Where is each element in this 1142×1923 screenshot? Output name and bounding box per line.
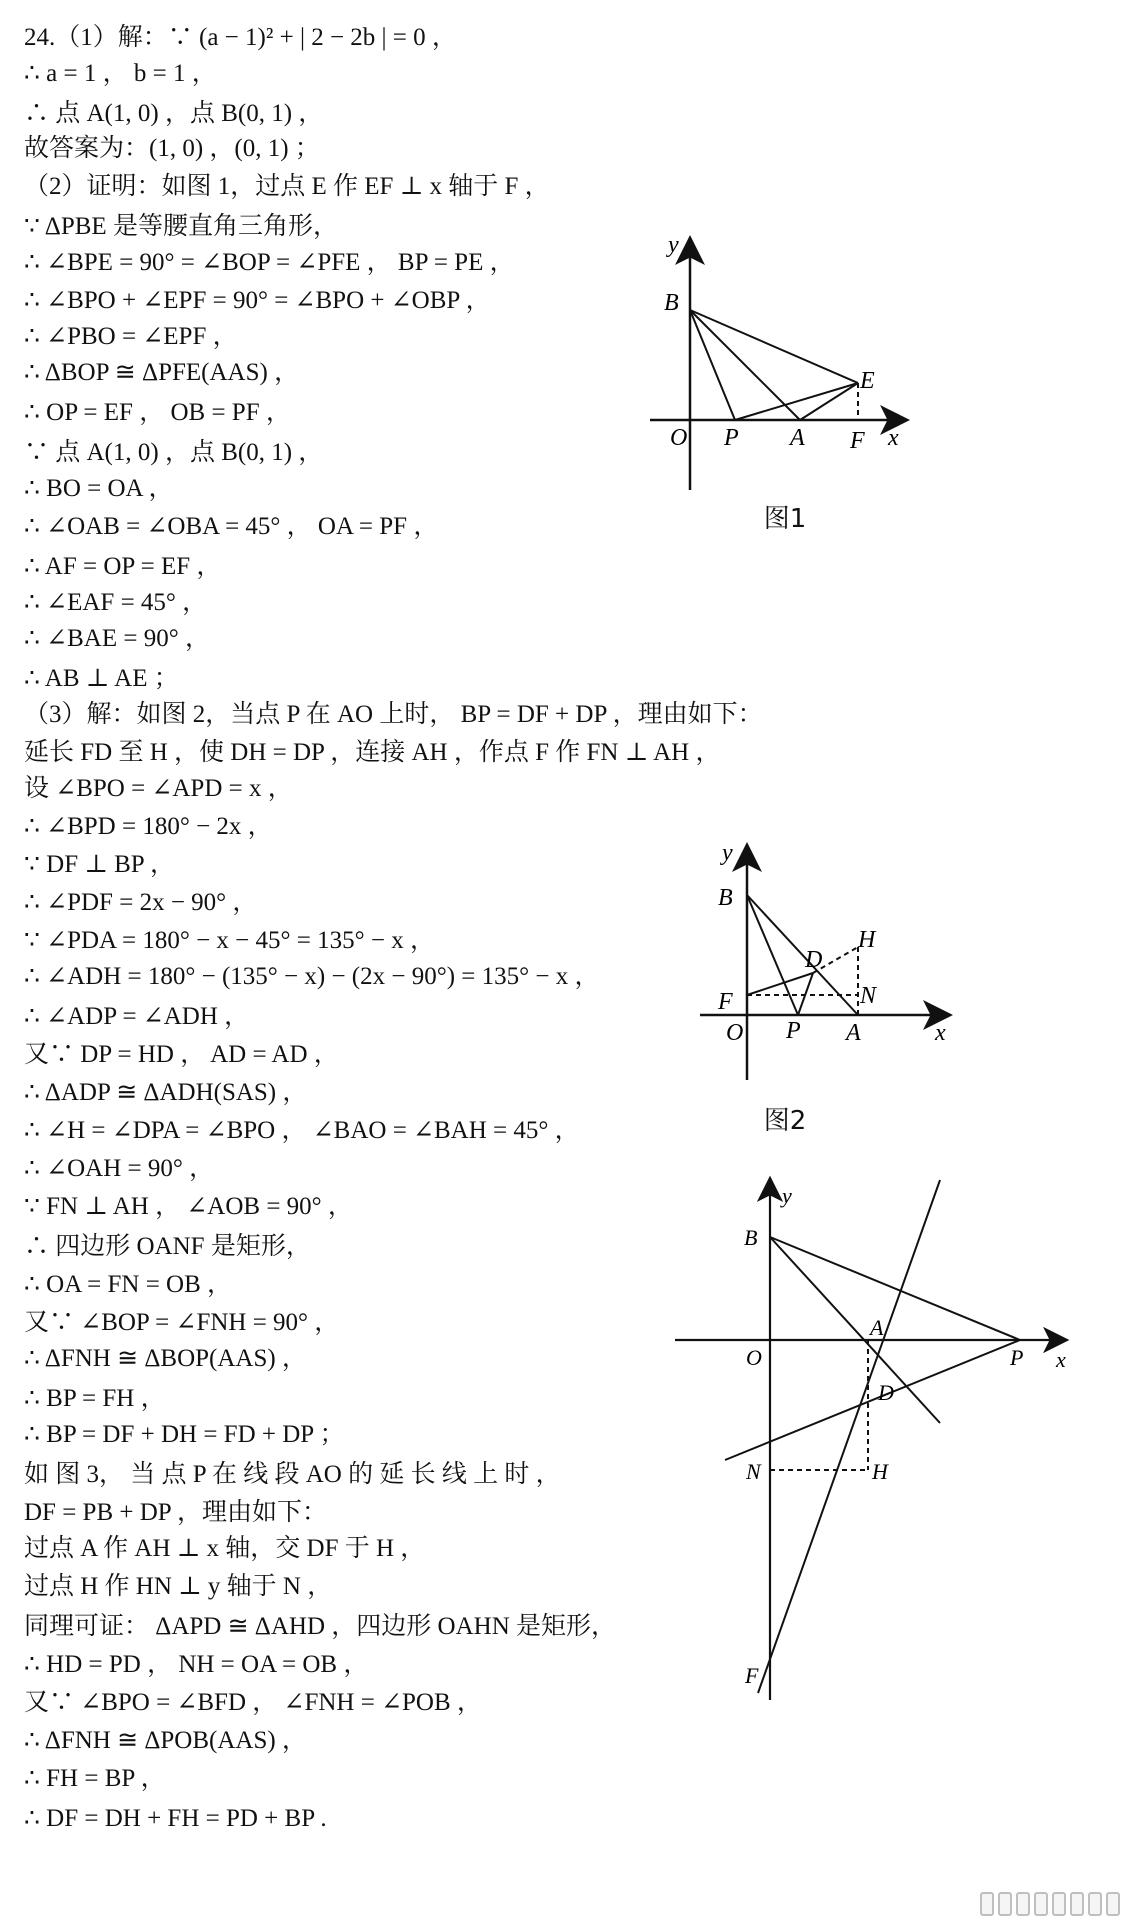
figure-2-caption: 图2 [763,1106,807,1136]
label-o: O [726,1020,744,1046]
label-a: A [846,1020,861,1046]
page-indicator-bar [980,1892,994,1916]
solution-line: （2）证明：如图 1，过点 E 作 EF ⊥ x 轴于 F ， [24,173,550,200]
solution-line: ∵ FN ⊥ AH ， ∠AOB = 90° ， [24,1193,353,1220]
solution-line: ∴ BP = DF + DH = FD + DP ； [24,1421,345,1448]
solution-line: ∵ ΔPBE 是等腰直角三角形， [24,213,338,240]
solution-line: ∴ FH = BP ， [24,1765,166,1792]
label-n: N [746,1459,761,1484]
segment-ae [800,383,858,420]
figure-2 [690,835,960,1085]
solution-line: ∴ ∠H = ∠DPA = ∠BPO ， ∠BAO = ∠BAH = 45° ， [24,1117,580,1144]
solution-line: ∴ ΔBOP ≅ ΔPFE(AAS) ， [24,359,300,386]
page-indicator-bar [1070,1892,1084,1916]
label-f: F [718,989,733,1015]
figure-1-caption: 图1 [763,504,807,534]
solution-line: ∴ a = 1 ， b = 1 ， [24,60,217,87]
segment-fd [747,973,813,995]
solution-line: 设 ∠BPO = ∠APD = x ， [24,775,293,802]
solution-line: ∴ ΔFNH ≅ ΔBOP(AAS) ， [24,1345,307,1372]
label-p: P [786,1018,801,1044]
solution-line: ∵ 点 A(1, 0) ，点 B(0, 1) ， [24,439,324,466]
segment-bp [747,895,798,1015]
label-y: y [722,840,733,866]
solution-line: 同理可证： ΔAPD ≅ ΔAHD ，四边形 OAHN 是矩形， [24,1613,616,1640]
solution-line: ∴ OA = FN = OB ， [24,1271,233,1298]
label-h: H [858,927,876,953]
segment-bp [770,1237,1020,1340]
solution-line: ∴ AB ⊥ AE ； [24,665,179,692]
figure-1-diagram [640,230,920,500]
solution-line: ∴ 点 A(1, 0) ，点 B(0, 1) ， [24,100,324,127]
solution-line: ∴ ∠OAB = ∠OBA = 45° ， OA = PF ， [24,513,439,540]
label-h: H [872,1459,888,1484]
solution-line: ∴ ∠BPE = 90° = ∠BOP = ∠PFE ， BP = PE ， [24,249,515,276]
page-indicator-bar [1016,1892,1030,1916]
solution-line: 如 图 3， 当 点 P 在 线 段 AO 的 延 长 线 上 时 ， [24,1461,561,1488]
page-indicator-bar [1034,1892,1048,1916]
label-p: P [1010,1345,1024,1370]
solution-line: ∴ ∠BAE = 90° ， [24,625,210,652]
label-b: B [744,1225,758,1250]
label-f: F [745,1663,759,1688]
solution-line: ∵ ∠PDA = 180° − x − 45° = 135° − x ， [24,927,435,954]
label-d: D [805,947,823,973]
page-indicator-bar [1052,1892,1066,1916]
label-x: x [935,1020,946,1046]
solution-line: ∴ ΔADP ≅ ΔADH(SAS) ， [24,1079,308,1106]
solution-line: ∴ BO = OA ， [24,475,174,502]
segment-pe [735,383,858,420]
figure-3-diagram [670,1175,1080,1715]
label-y: y [782,1183,792,1208]
label-a: A [790,425,805,451]
page-indicator-bar [1106,1892,1120,1916]
solution-line: ∵ DF ⊥ BP ， [24,851,176,878]
segment-ba [690,310,800,420]
page-indicator[interactable] [980,1891,1120,1917]
solution-line: ∴ ∠PDF = 2x − 90° ， [24,889,258,916]
label-n: N [860,983,877,1009]
segment-ba [747,895,858,1015]
solution-line: ∴ ∠PBO = ∠EPF ， [24,323,238,350]
solution-line: ∴ AF = OP = EF ， [24,553,222,580]
solution-line: ∴ ∠BPD = 180° − 2x ， [24,813,273,840]
figure-2-diagram [690,835,960,1085]
solution-line: ∴ ∠BPO + ∠EPF = 90° = ∠BPO + ∠OBP ， [24,287,491,314]
solution-line: ∴ DF = DH + FH = PD + BP . [24,1805,327,1832]
label-a: A [870,1315,884,1340]
figure-1 [640,230,920,500]
solution-line: ∴ ΔFNH ≅ ΔPOB(AAS) ， [24,1727,307,1754]
line-ba [770,1237,940,1423]
solution-line: ∴ ∠EAF = 45° ， [24,589,208,616]
page-indicator-bar [998,1892,1012,1916]
solution-line: ∴ ∠ADH = 180° − (135° − x) − (2x − 90°) = 135° − x ， [24,963,600,990]
label-y: y [668,232,679,258]
solution-line: DF = PB + DP ，理由如下： [24,1499,328,1526]
label-b: B [718,885,733,911]
solution-line: 过点 H 作 HN ⊥ y 轴于 N ， [24,1573,333,1600]
solution-line: 故答案为：(1, 0) ，(0, 1) ； [24,135,320,162]
solution-line: ∴ OP = EF ， OB = PF ， [24,399,291,426]
solution-line: ∴ ∠ADP = ∠ADH ， [24,1003,250,1030]
solution-line: （3）解：如图 2，当点 P 在 AO 上时， BP = DF + DP ，理由如下： [24,701,763,728]
figure-3 [670,1175,1080,1715]
label-x: x [1056,1347,1066,1372]
solution-line: ∴ 四边形 OANF 是矩形， [24,1233,311,1260]
solution-line: 过点 A 作 AH ⊥ x 轴，交 DF 于 H ， [24,1535,426,1562]
label-p: P [724,425,739,451]
label-o: O [746,1345,762,1370]
solution-line: 延长 FD 至 H ，使 DH = DP ，连接 AH ，作点 F 作 FN ⊥ AH ， [24,739,721,766]
label-o: O [670,425,688,451]
solution-line: 24.（1）解：∵ (a − 1)² + | 2 − 2b | = 0 ， [24,24,457,51]
page-indicator-bar [1088,1892,1102,1916]
solution-line: 又∵ ∠BOP = ∠FNH = 90° ， [24,1309,340,1336]
solution-line: ∴ ∠OAH = 90° ， [24,1155,215,1182]
solution-line: ∴ BP = FH ， [24,1385,166,1412]
solution-line: 又∵ DP = HD ， AD = AD ， [24,1041,339,1068]
label-e: E [860,368,875,394]
solution-line: ∴ HD = PD ， NH = OA = OB ， [24,1651,369,1678]
label-d: D [878,1380,894,1405]
label-x: x [888,425,899,451]
label-f: F [850,428,865,454]
solution-line: 又∵ ∠BPO = ∠BFD ， ∠FNH = ∠POB ， [24,1689,482,1716]
label-b: B [664,290,679,316]
